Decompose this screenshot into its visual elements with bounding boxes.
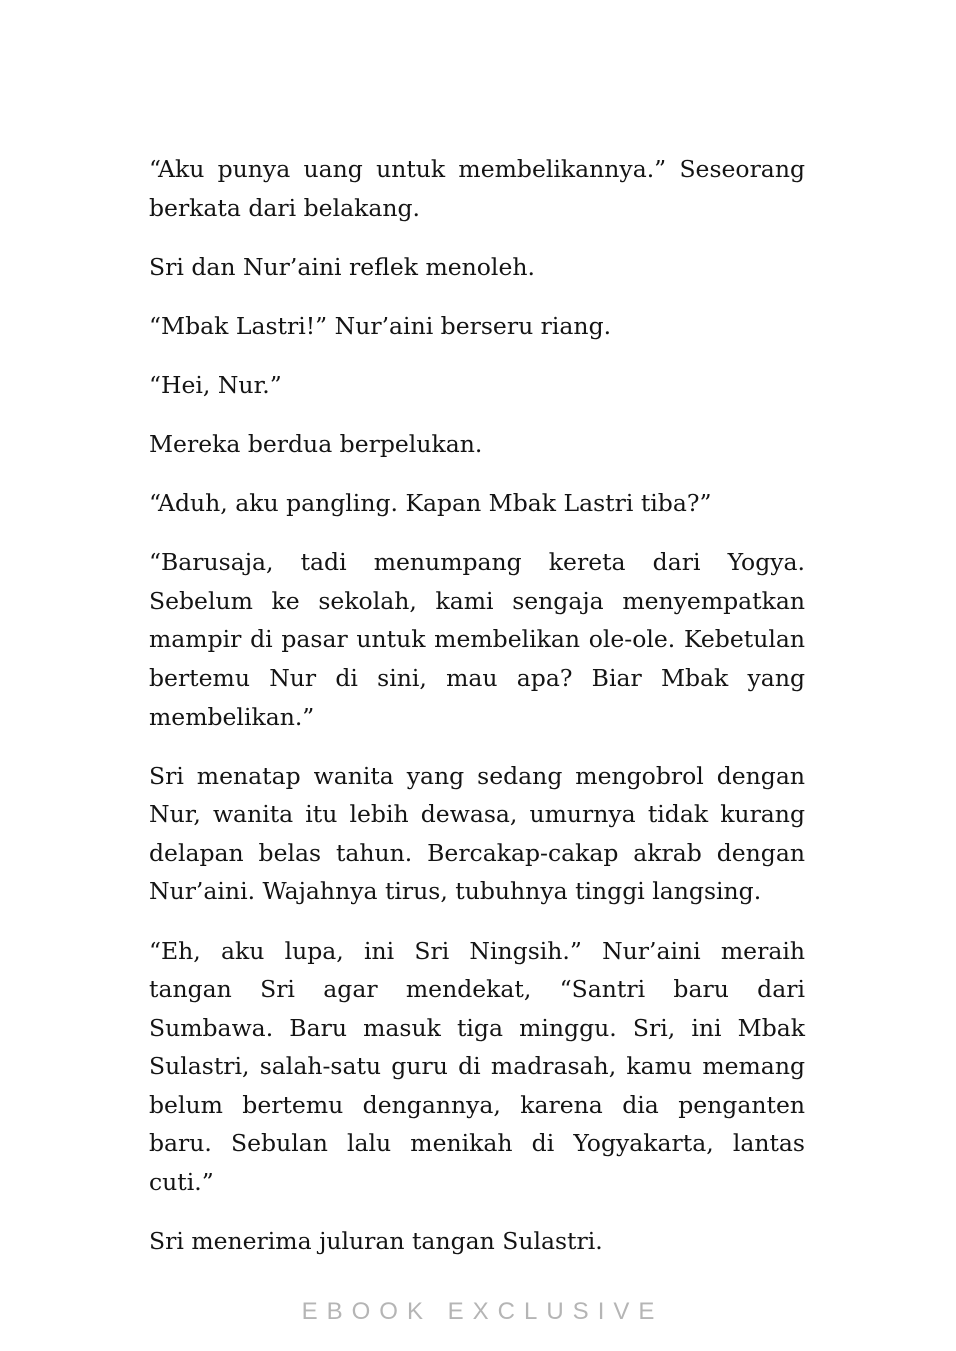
paragraph: Sri menerima juluran tangan Sulastri. <box>149 1227 603 1256</box>
paragraph: “Mbak Lastri!” Nur’aini berseru riang. <box>149 311 612 340</box>
paragraph: “Aduh, aku pangling. Kapan Mbak Lastri tiba?” <box>149 489 712 518</box>
paragraph: “Barusaja, tadi menumpang kereta dari Yogya. Sebelum ke sekolah, kami sengaja menyempatkan mampir di pasar untuk membelikan ole-ole. Kebetulan bertemu Nur di sini, mau apa? Biar Mbak yang membelikan.” <box>149 548 805 731</box>
ebook-exclusive-footer: EBOOK EXCLUSIVE <box>301 1298 664 1325</box>
story-text <box>149 150 805 1281</box>
paragraph: Sri menatap wanita yang sedang mengobrol dengan Nur, wanita itu lebih dewasa, umurnya tidak kurang delapan belas tahun. Bercakap-cakap akrab dengan Nur’aini. Wajahnya tirus, tubuhnya tinggi langsing. <box>149 761 805 906</box>
paragraph: Mereka berdua berpelukan. <box>149 429 483 458</box>
paragraph: “Eh, aku lupa, ini Sri Ningsih.” Nur’aini meraih tangan Sri agar mendekat, “Santri baru dari Sumbawa. Baru masuk tiga minggu. Sri, ini Mbak Sulastri, salah-satu guru di madrasah, kamu memang belum bertemu dengannya, karena dia penganten baru. Sebulan lalu menikah di Yogyakarta, lantas cuti.” <box>149 936 805 1197</box>
paragraph: “Aku punya uang untuk membelikannya.” Seseorang berkata dari belakang. <box>149 155 805 222</box>
paragraph: Sri dan Nur’aini reflek menoleh. <box>149 252 535 281</box>
paragraph: “Hei, Nur.” <box>149 370 282 399</box>
